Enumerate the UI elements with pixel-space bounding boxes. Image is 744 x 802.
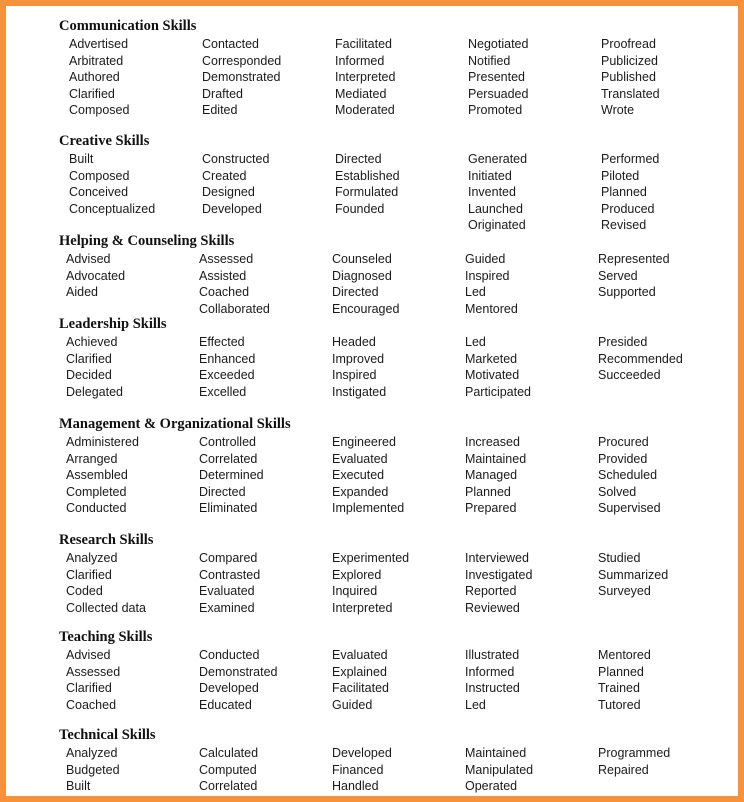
skill-word: Engineered (332, 435, 396, 449)
skill-word: Notified (468, 53, 511, 68)
skill-word: Led (465, 697, 486, 712)
skill-word: Clarified (66, 567, 112, 582)
skill-word: Advised (66, 648, 111, 662)
skill-word: Surveyed (598, 584, 651, 599)
skill-word: Authored (69, 70, 120, 85)
skill-word: Clarified (66, 351, 112, 366)
skill-word: Exceeded (199, 368, 255, 383)
skill-word: Arranged (66, 451, 118, 466)
skill-word: Developed (199, 681, 259, 696)
skill-word: Managed (465, 468, 518, 483)
skill-word: Piloted (601, 168, 640, 183)
skill-word: Controlled (199, 435, 256, 449)
skill-word: Built (69, 152, 94, 166)
skill-word: Provided (598, 451, 648, 466)
skill-word: Initiated (468, 168, 512, 183)
skill-word: Headed (332, 335, 376, 349)
skill-word: Mediated (335, 86, 387, 101)
skill-word: Negotiated (468, 37, 529, 51)
skill-word: Coached (66, 697, 117, 712)
skill-word: Coded (66, 584, 103, 599)
skill-word: Handled (332, 779, 379, 794)
skill-word: Composed (69, 168, 130, 183)
skill-word: Led (465, 335, 486, 349)
skill-word: Expanded (332, 484, 389, 499)
skill-word: Drafted (202, 86, 243, 101)
section-title: Helping & Counseling Skills (59, 233, 235, 249)
skill-word: Persuaded (468, 86, 529, 101)
skill-word: Designed (202, 185, 255, 200)
skill-word: Directed (335, 152, 382, 166)
skill-word: Created (202, 168, 247, 183)
skill-word: Eliminated (199, 501, 258, 516)
skill-word: Inspired (465, 268, 510, 283)
skill-word: Supported (598, 285, 656, 300)
skills-document (6, 6, 738, 796)
skill-word: Publicized (601, 53, 658, 68)
skill-word: Increased (465, 435, 520, 449)
skill-word: Moderated (335, 103, 395, 118)
skill-word: Explored (332, 567, 382, 582)
skill-word: Conducted (66, 501, 127, 516)
section-title: Communication Skills (59, 18, 197, 34)
skill-word: Originated (468, 218, 526, 233)
skill-word: Generated (468, 152, 528, 166)
skill-word: Formulated (335, 185, 399, 200)
skill-word: Clarified (66, 681, 112, 696)
skill-word: Presented (468, 70, 525, 85)
skill-word: Composed (69, 103, 130, 118)
skill-word: Repaired (598, 762, 649, 777)
skill-word: Reviewed (465, 600, 520, 615)
skill-word: Performed (601, 152, 660, 166)
skill-word: Promoted (468, 103, 523, 118)
skill-word: Educated (199, 697, 252, 712)
skill-word: Guided (332, 697, 373, 712)
skill-word: Established (335, 168, 400, 183)
skill-word: Represented (598, 252, 670, 266)
skill-word: Experimented (332, 551, 410, 565)
skill-word: Guided (465, 252, 506, 266)
section-title: Management & Organizational Skills (59, 416, 291, 432)
skill-word: Supervised (598, 501, 661, 516)
skill-word: Budgeted (66, 762, 120, 777)
skill-word: Led (465, 285, 486, 300)
skill-word: Corresponded (202, 53, 282, 68)
skill-word: Counseled (332, 252, 392, 266)
skill-word: Summarized (598, 567, 669, 582)
skill-word: Completed (66, 484, 127, 499)
skill-word: Inspired (332, 368, 377, 383)
skill-word: Analyzed (66, 551, 118, 565)
skill-word: Proofread (601, 37, 656, 51)
skill-word: Recommended (598, 351, 683, 366)
skill-word: Assisted (199, 268, 247, 283)
skill-word: Developed (202, 201, 262, 216)
skill-word: Edited (202, 103, 238, 118)
skill-word: Revised (601, 218, 647, 233)
skill-word: Founded (335, 201, 385, 216)
skill-word: Advocated (66, 268, 126, 283)
skill-word: Published (601, 70, 656, 85)
section-title: Technical Skills (59, 727, 156, 743)
skill-word: Encouraged (332, 301, 400, 316)
skill-word: Produced (601, 201, 655, 216)
skill-word: Facilitated (332, 681, 389, 696)
skill-word: Executed (332, 468, 385, 483)
skill-word: Clarified (69, 86, 115, 101)
skill-word: Programmed (598, 746, 671, 760)
skill-word: Interpreted (335, 70, 396, 85)
section-title: Creative Skills (59, 133, 150, 149)
skill-word: Evaluated (332, 648, 388, 662)
skill-word: Diagnosed (332, 268, 392, 283)
skill-word: Instructed (465, 681, 520, 696)
skill-word: Correlated (199, 779, 258, 794)
skill-word: Conceptualized (69, 201, 156, 216)
skill-word: Mentored (465, 301, 518, 316)
skill-word: Directed (332, 285, 379, 300)
skill-word: Collaborated (199, 301, 270, 316)
skill-word: Maintained (465, 451, 527, 466)
skill-word: Solved (598, 484, 637, 499)
skill-word: Calculated (199, 746, 259, 760)
skill-word: Constructed (202, 152, 270, 166)
skill-word: Developed (332, 746, 392, 760)
skill-word: Scheduled (598, 468, 658, 483)
section-title: Research Skills (59, 532, 154, 548)
skill-word: Marketed (465, 351, 518, 366)
skill-word: Advised (66, 252, 111, 266)
skill-word: Arbitrated (69, 53, 124, 68)
skill-word: Planned (465, 484, 511, 499)
skill-word: Computed (199, 762, 257, 777)
skill-word: Informed (335, 53, 385, 68)
section-title: Teaching Skills (59, 629, 153, 645)
skill-word: Maintained (465, 746, 527, 760)
skill-word: Achieved (66, 335, 118, 349)
skill-word: Directed (199, 484, 246, 499)
skill-word: Instigated (332, 384, 387, 399)
skill-word: Administered (66, 435, 139, 449)
skill-word: Evaluated (332, 451, 388, 466)
skill-word: Prepared (465, 501, 517, 516)
skill-word: Effected (199, 335, 245, 349)
skill-word: Trained (598, 681, 640, 696)
skill-word: Collected data (66, 600, 146, 615)
skill-word: Invented (468, 185, 516, 200)
skill-word: Assembled (66, 468, 128, 483)
skill-word: Excelled (199, 384, 247, 399)
skill-word: Interviewed (465, 551, 529, 565)
skill-word: Demonstrated (202, 70, 281, 85)
skill-word: Succeeded (598, 368, 661, 383)
skill-word: Participated (465, 384, 532, 399)
skill-word: Motivated (465, 368, 520, 383)
skill-word: Tutored (598, 697, 641, 712)
skill-word: Facilitated (335, 37, 392, 51)
skill-word: Conceived (69, 185, 129, 200)
skill-word: Demonstrated (199, 664, 278, 679)
skill-word: Examined (199, 600, 255, 615)
skill-word: Translated (601, 86, 660, 101)
skill-word: Enhanced (199, 351, 256, 366)
skill-word: Coached (199, 285, 250, 300)
skill-word: Built (66, 779, 91, 794)
skill-word: Served (598, 268, 638, 283)
skill-word: Mentored (598, 648, 651, 662)
skill-word: Illustrated (465, 648, 520, 662)
skill-word: Wrote (601, 103, 635, 118)
skill-word: Compared (199, 551, 258, 565)
skill-word: Planned (601, 185, 647, 200)
skill-word: Assessed (66, 664, 121, 679)
skill-word: Informed (465, 664, 515, 679)
skill-word: Contrasted (199, 567, 261, 582)
skill-word: Investigated (465, 567, 533, 582)
skill-word: Advertised (69, 37, 129, 51)
skill-word: Analyzed (66, 746, 118, 760)
skill-word: Delegated (66, 384, 123, 399)
skill-word: Manipulated (465, 762, 534, 777)
skill-word: Assessed (199, 252, 254, 266)
skill-word: Correlated (199, 451, 258, 466)
skill-word: Financed (332, 762, 384, 777)
section-title: Leadership Skills (59, 316, 167, 332)
skill-word: Evaluated (199, 584, 255, 599)
skill-word: Procured (598, 435, 649, 449)
skill-word: Inquired (332, 584, 378, 599)
skill-word: Presided (598, 335, 648, 349)
skill-word: Determined (199, 468, 264, 483)
skill-word: Planned (598, 664, 644, 679)
skill-word: Conducted (199, 648, 260, 662)
skill-word: Operated (465, 779, 518, 794)
skill-word: Improved (332, 351, 385, 366)
skill-word: Studied (598, 551, 641, 565)
skill-word: Aided (66, 285, 98, 300)
skill-word: Decided (66, 368, 112, 383)
skill-word: Contacted (202, 37, 259, 51)
skill-word: Implemented (332, 501, 405, 516)
skill-word: Interpreted (332, 600, 393, 615)
skill-word: Reported (465, 584, 517, 599)
skill-word: Launched (468, 201, 523, 216)
skill-word: Explained (332, 664, 387, 679)
